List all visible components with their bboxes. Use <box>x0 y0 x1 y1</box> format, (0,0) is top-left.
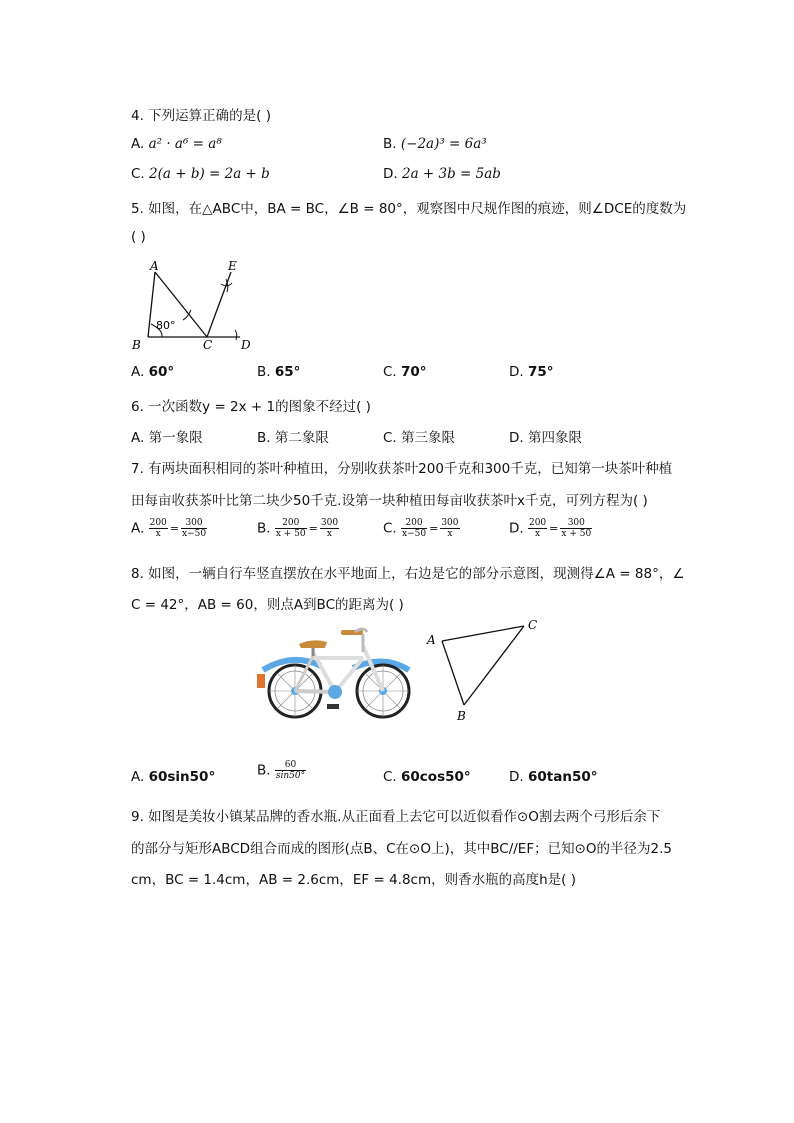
q6-option-c[interactable]: C. 第三象限 <box>383 430 456 446</box>
q5-angle-label: 80° <box>156 319 176 332</box>
q7-stem-line1: 7. 有两块面积相同的茶叶种植田，分别收获茶叶200千克和300千克，已知第一块茶叶种植 <box>131 461 673 477</box>
q5-option-a[interactable]: A. 60° <box>131 364 175 380</box>
q5-figure <box>128 254 258 354</box>
q9-line2: 的部分与矩形ABCD组合而成的图形(点B、C在⊙O上)，其中BC//EF；已知⊙O的半径为2.5 <box>131 841 672 857</box>
q6-option-d[interactable]: D. 第四象限 <box>509 430 582 446</box>
q8-option-a[interactable]: A. 60sin50° <box>131 769 216 785</box>
q8-stem-line2: C = 42°，AB = 60，则点A到BC的距离为( ) <box>131 597 404 613</box>
q6-option-b[interactable]: B. 第二象限 <box>257 430 329 446</box>
q8-option-c[interactable]: C. 60cos50° <box>383 769 471 785</box>
q5-option-c[interactable]: C. 70° <box>383 364 427 380</box>
q5-stem-line1: 5. 如图，在△ABC中，BA = BC，∠B = 80°，观察图中尺规作图的痕迹，则∠DCE的度数为 <box>131 201 687 217</box>
bicycle-illustration <box>255 622 420 722</box>
q5-option-d[interactable]: D. 75° <box>509 364 554 380</box>
q7-option-a[interactable]: A. $\frac{200}{x}$ = $\frac{300}{x-50}$ <box>131 518 207 539</box>
q9-line3: cm，BC = 1.4cm，AB = 2.6cm，EF = 4.8cm，则香水瓶的高度h是( ) <box>131 872 577 888</box>
q8-triangle-figure <box>424 614 544 724</box>
q4-stem: 4. 下列运算正确的是( ) <box>131 108 271 124</box>
q8-label-c: C <box>528 618 538 632</box>
q5-stem-line2: ( ) <box>131 229 146 245</box>
q8-label-b: B <box>457 709 466 723</box>
q4-option-c[interactable]: C. 2(a + b) = 2a + b <box>131 166 270 182</box>
q4-option-a[interactable]: A. a² · a⁶ = a⁸ <box>131 136 222 152</box>
q7-option-d[interactable]: D. $\frac{200}{x}$ = $\frac{300}{x + 50}$ <box>509 518 592 539</box>
q5-label-a: A <box>150 259 159 273</box>
q8-stem-line1: 8. 如图，一辆自行车竖直摆放在水平地面上，右边是它的部分示意图，现测得∠A = 88°，∠ <box>131 566 685 582</box>
q5-label-b: B <box>132 338 141 352</box>
q5-label-e: E <box>228 259 237 273</box>
q6-stem: 6. 一次函数y = 2x + 1的图象不经过( ) <box>131 399 371 415</box>
q5-label-d: D <box>241 338 251 352</box>
q4-option-b[interactable]: B. (−2a)³ = 6a³ <box>383 136 487 152</box>
q7-stem-line2: 田每亩收获茶叶比第二块少50千克.设第一块种植田每亩收获茶叶x千克，可列方程为( ) <box>131 493 648 509</box>
q8-label-a: A <box>427 633 436 647</box>
q5-option-b[interactable]: B. 65° <box>257 364 301 380</box>
q4-option-d[interactable]: D. 2a + 3b = 5ab <box>383 166 501 182</box>
q7-option-c[interactable]: C. $\frac{200}{x-50}$ = $\frac{300}{x}$ <box>383 518 459 539</box>
q9-line1: 9. 如图是美妆小镇某品牌的香水瓶.从正面看上去它可以近似看作⊙O割去两个弓形后余下 <box>131 809 661 825</box>
q8-option-b[interactable]: B. $\frac{60}{\sin 50^\circ}$ <box>257 760 306 781</box>
q5-label-c: C <box>203 338 213 352</box>
q8-option-d[interactable]: D. 60tan50° <box>509 769 598 785</box>
q7-option-b[interactable]: B. $\frac{200}{x + 50}$ = $\frac{300}{x}$ <box>257 518 339 539</box>
q6-option-a[interactable]: A. 第一象限 <box>131 430 203 446</box>
